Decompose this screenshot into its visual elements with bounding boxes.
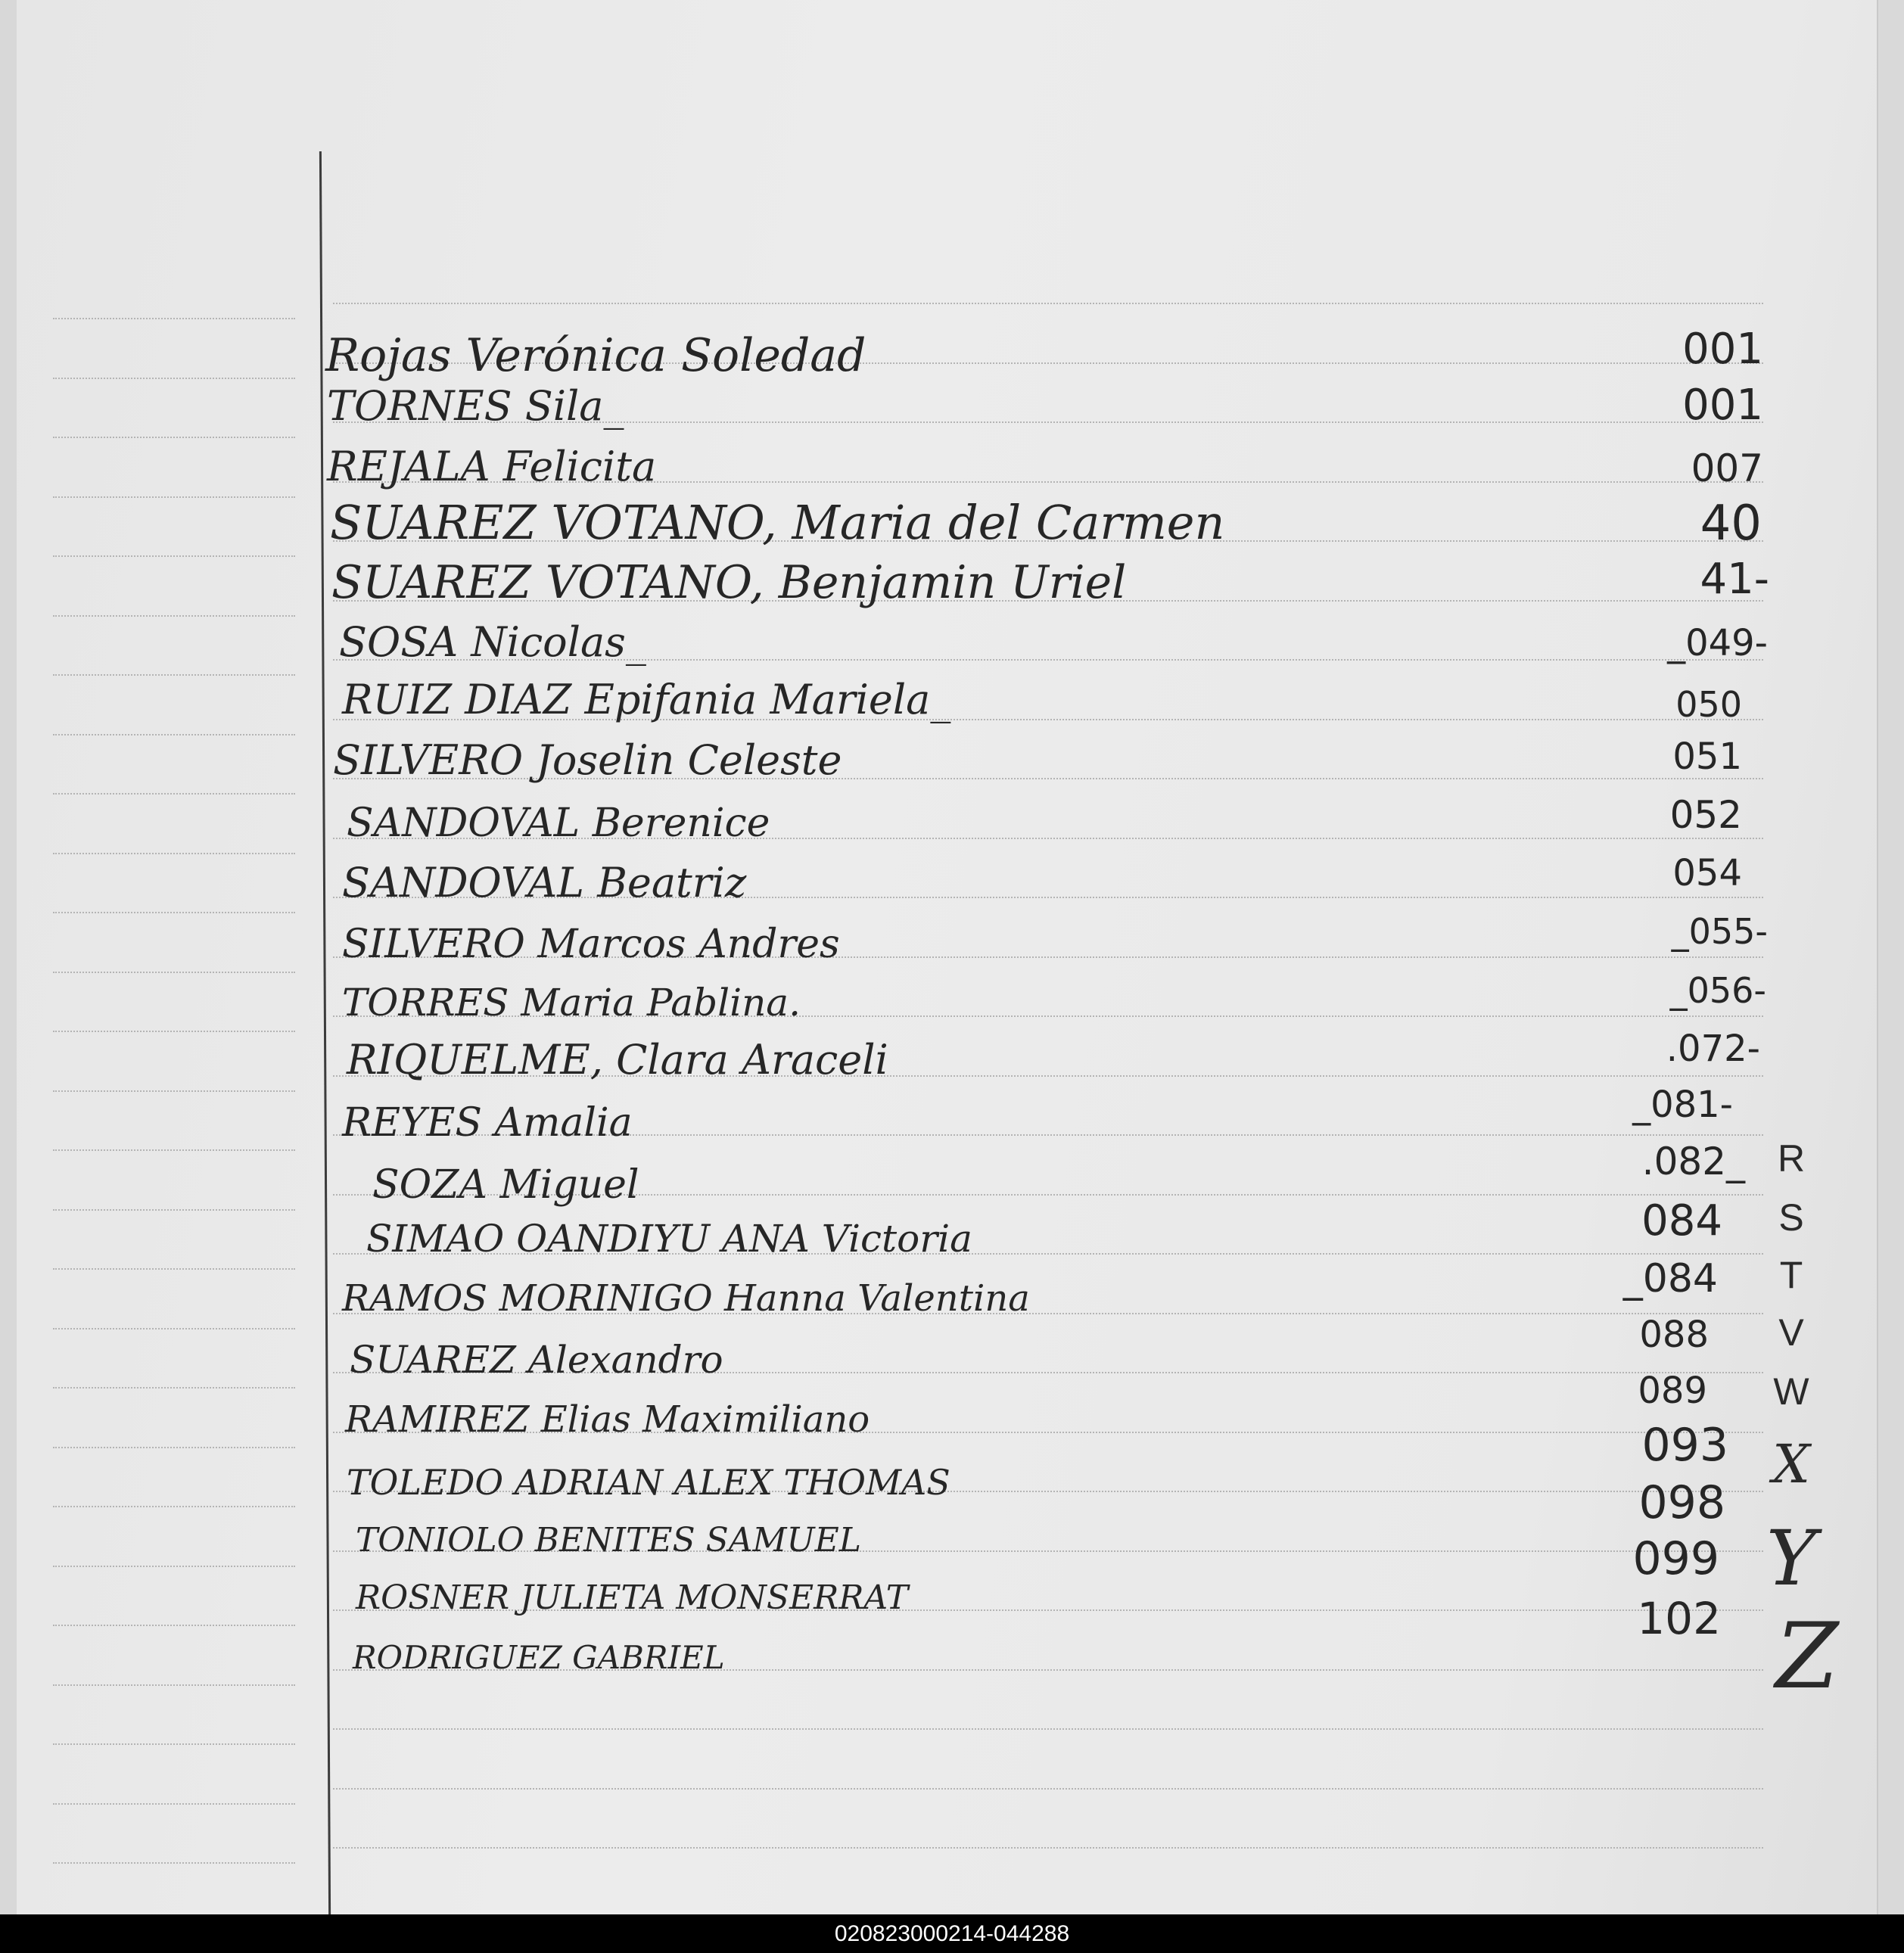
page-left-edge bbox=[0, 0, 17, 1914]
ruled-line bbox=[53, 318, 295, 319]
entry-name: SILVERO Marcos Andres bbox=[342, 922, 840, 967]
ruled-line bbox=[53, 1268, 295, 1270]
ruled-line bbox=[53, 793, 295, 795]
entry-name: TORNES Sila_ bbox=[327, 382, 624, 430]
entry-number: 089 bbox=[1638, 1370, 1707, 1412]
entry-number: 001 bbox=[1682, 325, 1763, 374]
entry-name: RIQUELME, Clara Araceli bbox=[347, 1036, 888, 1084]
ruled-line bbox=[53, 674, 295, 676]
entry-number: 088 bbox=[1639, 1314, 1709, 1356]
index-letter: Z bbox=[1775, 1604, 1839, 1709]
entry-name: SOZA Miguel bbox=[372, 1162, 639, 1208]
ruled-line bbox=[53, 1506, 295, 1507]
entry-number: 007 bbox=[1691, 446, 1763, 490]
entry-name: RAMOS MORINIGO Hanna Valentina bbox=[342, 1277, 1030, 1320]
index-letter: S bbox=[1778, 1196, 1804, 1239]
ruled-line bbox=[53, 1743, 295, 1745]
entry-number: _055- bbox=[1671, 911, 1768, 952]
index-letter: W bbox=[1773, 1370, 1809, 1413]
document-id: 020823000214-044288 bbox=[834, 1921, 1070, 1946]
ruled-line bbox=[53, 1684, 295, 1686]
entry-name: SUAREZ VOTANO, Maria del Carmen bbox=[330, 495, 1225, 550]
entry-number: _084 bbox=[1622, 1256, 1718, 1301]
ruled-line bbox=[333, 1788, 1763, 1790]
index-letter: Y bbox=[1766, 1514, 1816, 1603]
entry-number: 099 bbox=[1632, 1532, 1719, 1585]
entry-number: 051 bbox=[1672, 735, 1742, 778]
entry-number: 054 bbox=[1672, 852, 1742, 894]
entry-name: SUAREZ Alexandro bbox=[350, 1338, 723, 1382]
ruled-line bbox=[53, 1031, 295, 1032]
entry-number: 084 bbox=[1641, 1196, 1722, 1246]
ruled-line bbox=[53, 1328, 295, 1329]
ruled-line bbox=[53, 615, 295, 617]
entry-number: 093 bbox=[1641, 1419, 1728, 1472]
entry-name: REYES Amalia bbox=[342, 1100, 633, 1146]
ruled-line bbox=[333, 1847, 1763, 1849]
entry-number: .072- bbox=[1666, 1028, 1760, 1070]
entry-name: REJALA Felicita bbox=[327, 443, 657, 490]
index-letter: T bbox=[1779, 1254, 1803, 1296]
entry-name: ROSNER JULIETA MONSERRAT bbox=[356, 1578, 909, 1617]
ruled-line bbox=[53, 555, 295, 557]
ruled-line bbox=[53, 972, 295, 973]
entry-name: TORRES Maria Pablina. bbox=[342, 981, 801, 1025]
ruled-line bbox=[53, 1387, 295, 1389]
ruled-line bbox=[53, 1090, 295, 1092]
entry-name: SILVERO Joselin Celeste bbox=[333, 736, 842, 784]
entry-name: RODRIGUEZ GABRIEL bbox=[353, 1639, 725, 1676]
index-letter: X bbox=[1772, 1433, 1810, 1495]
ruled-line bbox=[333, 303, 1763, 304]
entry-number: 098 bbox=[1638, 1476, 1725, 1529]
entry-name: SOSA Nicolas_ bbox=[339, 618, 646, 666]
entry-number: 41- bbox=[1700, 555, 1769, 604]
page-right-edge bbox=[1877, 0, 1904, 1914]
entry-number: 001 bbox=[1682, 381, 1763, 430]
entry-name: RAMIREZ Elias Maximiliano bbox=[345, 1398, 870, 1441]
entry-number: .082_ bbox=[1641, 1140, 1745, 1183]
entry-name: SUAREZ VOTANO, Benjamin Uriel bbox=[331, 556, 1127, 609]
entry-number: _049- bbox=[1667, 622, 1768, 664]
ruled-line bbox=[53, 853, 295, 854]
ruled-line bbox=[53, 496, 295, 498]
entry-name: TONIOLO BENITES SAMUEL bbox=[356, 1521, 861, 1560]
ruled-line bbox=[53, 734, 295, 735]
ruled-line bbox=[53, 1149, 295, 1151]
entry-number: 050 bbox=[1675, 684, 1742, 725]
entry-number: 40 bbox=[1700, 496, 1762, 552]
ruled-line bbox=[53, 378, 295, 379]
entry-number: _081- bbox=[1632, 1084, 1733, 1126]
ruled-line bbox=[53, 912, 295, 913]
entry-name: RUIZ DIAZ Epifania Mariela_ bbox=[342, 676, 951, 723]
ruled-line bbox=[53, 437, 295, 438]
index-letter: R bbox=[1777, 1137, 1806, 1180]
index-letter: V bbox=[1778, 1311, 1804, 1354]
entry-name: Rojas Verónica Soledad bbox=[325, 329, 866, 382]
entry-name: SIMAO OANDIYU ANA Victoria bbox=[366, 1217, 972, 1261]
ruled-line bbox=[53, 1862, 295, 1864]
ruled-line bbox=[333, 1728, 1763, 1730]
ruled-line bbox=[53, 1803, 295, 1805]
entry-number: 052 bbox=[1669, 793, 1742, 837]
entry-name: SANDOVAL Berenice bbox=[347, 801, 770, 846]
ruled-line bbox=[53, 1566, 295, 1567]
entry-name: SANDOVAL Beatriz bbox=[342, 859, 747, 907]
ruled-line bbox=[53, 1209, 295, 1211]
entry-number: _056- bbox=[1669, 970, 1766, 1011]
entry-number: 102 bbox=[1637, 1593, 1721, 1644]
ruled-line bbox=[53, 1447, 295, 1448]
entry-name: TOLEDO ADRIAN ALEX THOMAS bbox=[347, 1462, 950, 1503]
ruled-line bbox=[53, 1625, 295, 1626]
